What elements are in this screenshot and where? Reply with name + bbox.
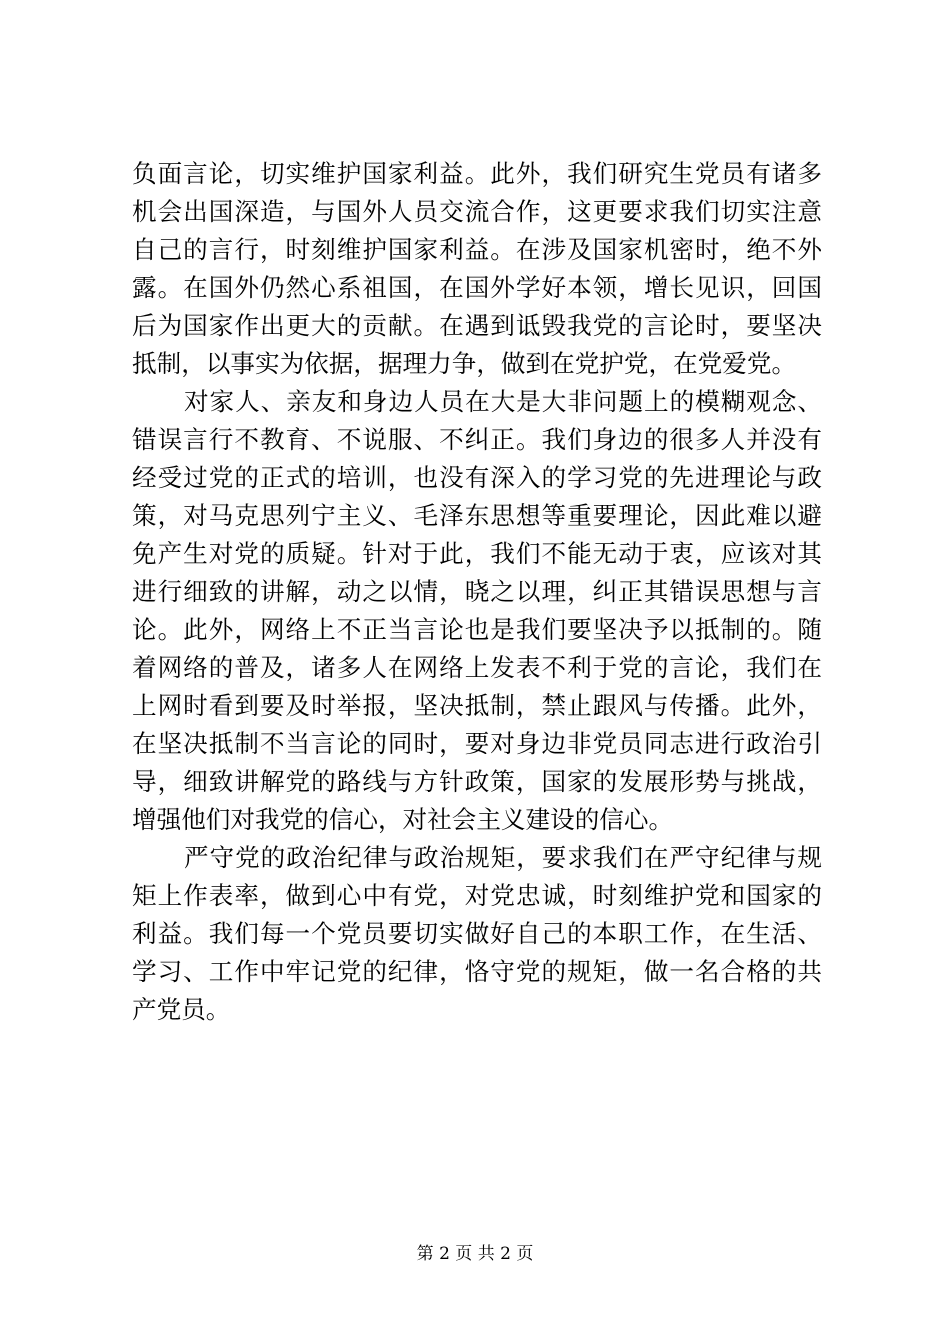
paragraph <box>132 383 822 839</box>
text-line: 严守党的政治纪律与政治规矩，要求我们在严守纪律与规 <box>184 843 822 872</box>
paragraph <box>132 155 822 383</box>
text-line: 着网络的普及，诸多人在网络上发表不利于党的言论，我们在 <box>132 653 822 682</box>
text-line: 学习、工作中牢记党的纪律，恪守党的规矩，做一名合格的共 <box>132 957 822 986</box>
text-line: 抵制，以事实为依据，据理力争，做到在党护党，在党爱党。 <box>132 349 797 378</box>
text-line: 导，细致讲解党的路线与方针政策，国家的发展形势与挑战， <box>132 767 822 796</box>
page-number-footer: 第 2 页 共 2 页 <box>416 1244 534 1264</box>
text-line: 自己的言行，时刻维护国家利益。在涉及国家机密时，绝不外 <box>132 235 822 264</box>
text-line: 机会出国深造，与国外人员交流合作，这更要求我们切实注意 <box>132 197 822 226</box>
text-line: 上网时看到要及时举报，坚决抵制，禁止跟风与传播。此外， <box>132 691 822 720</box>
text-line: 在坚决抵制不当言论的同时，要对身边非党员同志进行政治引 <box>132 729 822 758</box>
text-line: 露。在国外仍然心系祖国，在国外学好本领，增长见识，回国 <box>132 273 822 302</box>
text-line: 对家人、亲友和身边人员在大是大非问题上的模糊观念、 <box>184 387 822 416</box>
text-line: 负面言论，切实维护国家利益。此外，我们研究生党员有诸多 <box>132 159 822 188</box>
text-line: 增强他们对我党的信心，对社会主义建设的信心。 <box>132 805 674 834</box>
text-line: 利益。我们每一个党员要切实做好自己的本职工作，在生活、 <box>132 919 822 948</box>
text-line: 错误言行不教育、不说服、不纠正。我们身边的很多人并没有 <box>132 425 822 454</box>
document-body <box>132 155 822 1029</box>
paragraph <box>132 839 822 1029</box>
text-line: 免产生对党的质疑。针对于此，我们不能无动于衷，应该对其 <box>132 539 822 568</box>
text-line: 后为国家作出更大的贡献。在遇到诋毁我党的言论时，要坚决 <box>132 311 822 340</box>
text-line: 产党员。 <box>132 995 231 1024</box>
text-line: 经受过党的正式的培训，也没有深入的学习党的先进理论与政 <box>132 463 822 492</box>
text-line: 论。此外，网络上不正当言论也是我们要坚决予以抵制的。随 <box>132 615 822 644</box>
text-line: 策，对马克思列宁主义、毛泽东思想等重要理论，因此难以避 <box>132 501 822 530</box>
text-line: 进行细致的讲解，动之以情，晓之以理，纠正其错误思想与言 <box>132 577 822 606</box>
text-line: 矩上作表率，做到心中有党，对党忠诚，时刻维护党和国家的 <box>132 881 822 910</box>
